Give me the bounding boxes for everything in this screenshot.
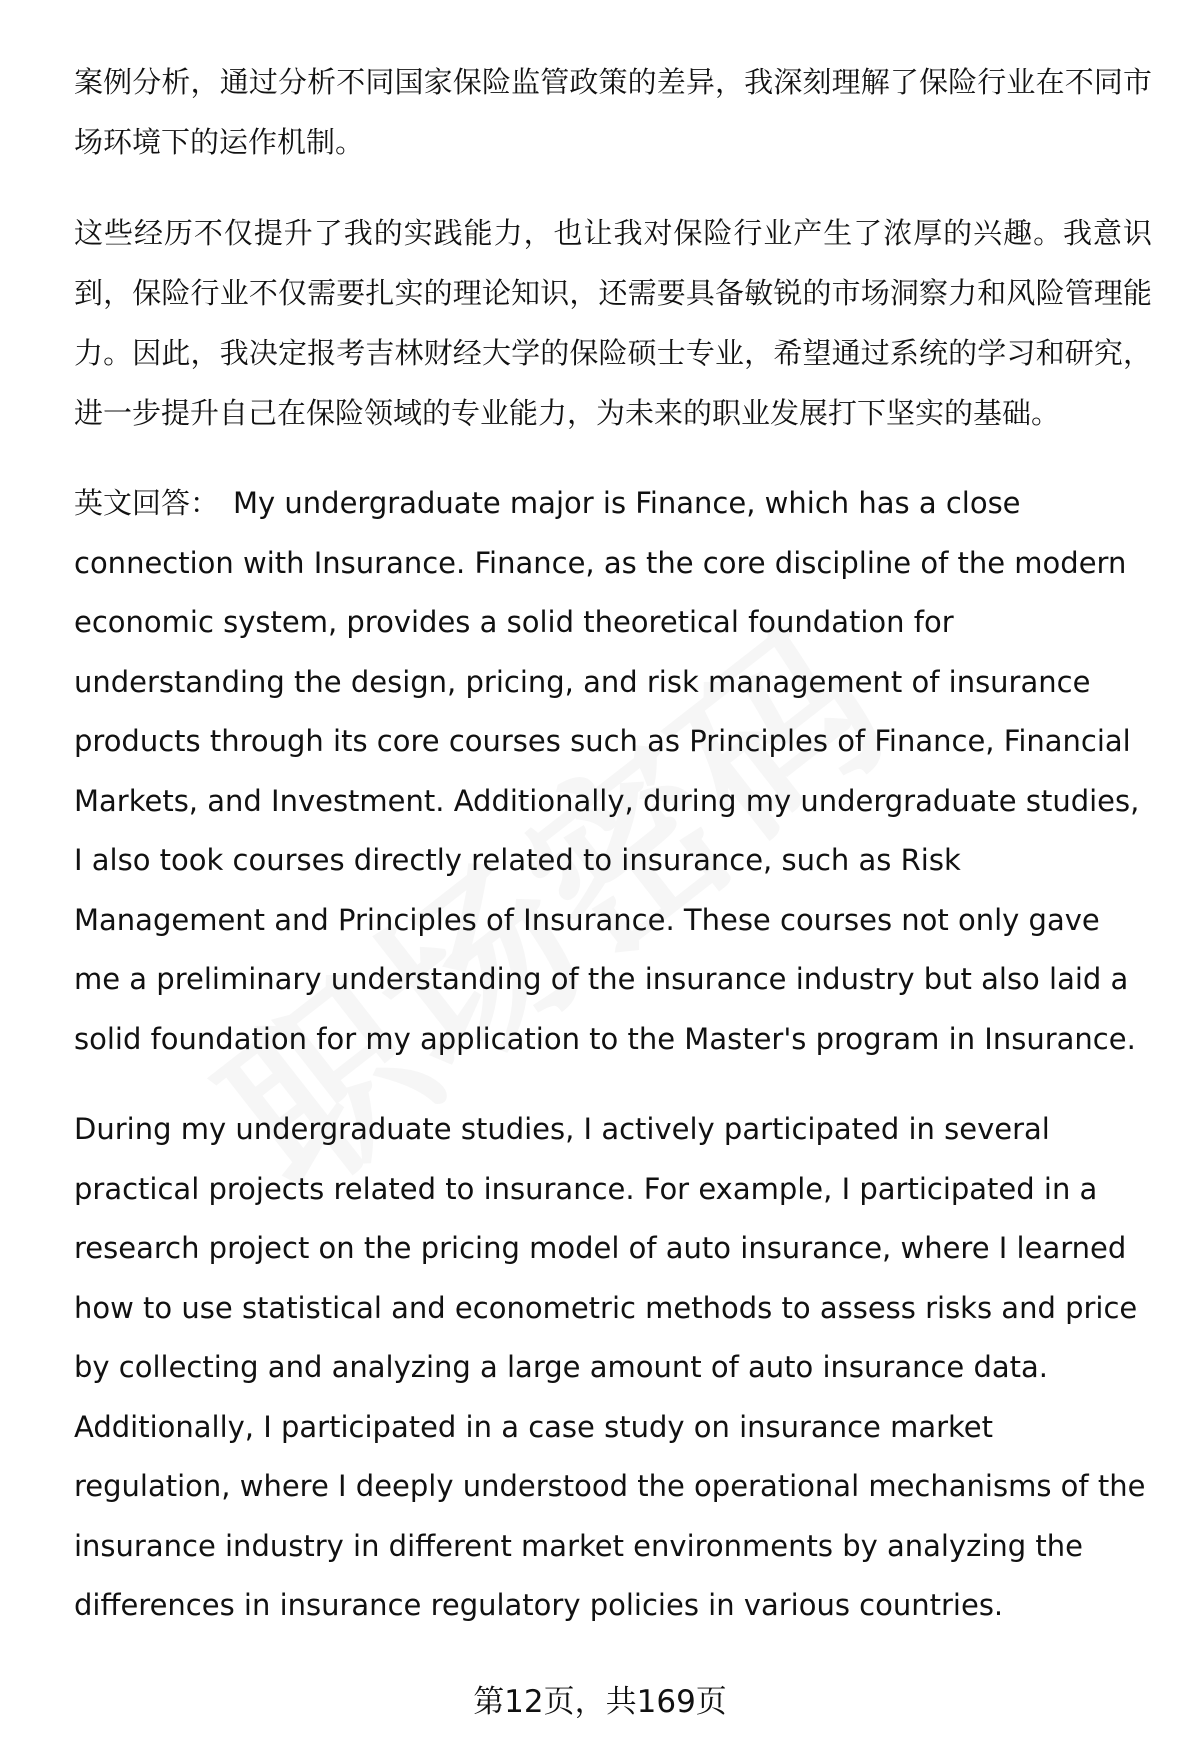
paragraph-chinese-2: 这些经历不仅提升了我的实践能力，也让我对保险行业产生了浓厚的兴趣。我意识到，保险行业不仅需要扎实的理论知识，还需要具备敏锐的市场洞察力和风险管理能力。因此，我决定报考吉林财经大学的保险硕士专业，希望通过系统的学习和研究，进一步提升自己在保险领域的专业能力，为未来的职业发展打下坚实的基础。 bbox=[74, 216, 1152, 430]
document-page bbox=[74, 52, 1152, 1667]
english-answer-text: My undergraduate major is Finance, which has a close connection with Insurance. Finance, as the core discipline of the modern economic system, provides a solid theoretical foundation for understanding the design, pricing, and risk management of insurance products through its core courses such as Principles of Finance, Financial Markets, and Investment. Additionally, during my undergraduate studies, I also took courses directly related to insurance, such as Risk Management and Principles of Insurance. These courses not only gave me a preliminary understanding of the insurance industry but also laid a solid foundation for my application to the Master's program in Insurance. bbox=[74, 486, 1140, 1056]
english-answer-label: 英文回答： bbox=[74, 486, 220, 520]
paragraph-english-answer bbox=[74, 474, 1152, 1069]
page-number: 第12页，共169页 bbox=[473, 1684, 727, 1720]
paragraph-chinese-1: 案例分析，通过分析不同国家保险监管政策的差异，我深刻理解了保险行业在不同市场环境下的运作机制。 bbox=[74, 65, 1152, 159]
paragraph-english-2: During my undergraduate studies, I actively participated in several practical projects related to insurance. For example, I participated in a research project on the pricing model of auto insurance, where I learned how to use statistical and econometric methods to assess risks and price by collecting and analyzing a large amount of auto insurance data. Additionally, I participated in a case study on insurance market regulation, where I deeply understood the operational mechanisms of the insurance industry in different market environments by analyzing the differences in insurance regulatory policies in various countries. bbox=[74, 1112, 1146, 1622]
